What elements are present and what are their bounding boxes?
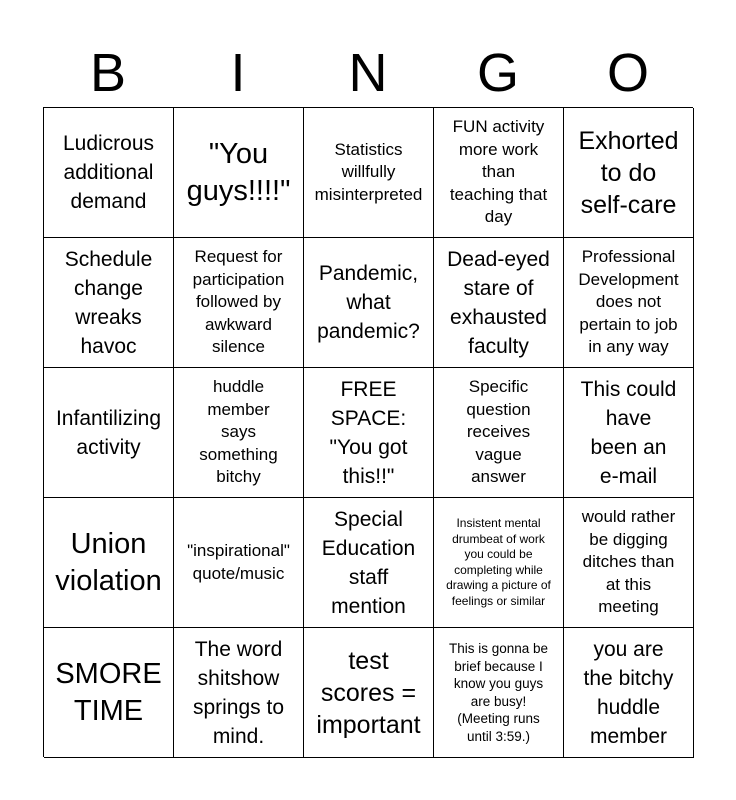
cell-text: Request for participation followed by awkward silence: [192, 247, 285, 357]
cell-text: SMORE TIME: [55, 657, 162, 727]
bingo-cell[interactable]: [434, 628, 564, 758]
bingo-cell[interactable]: [44, 368, 174, 498]
cell-text: Insistent mental drumbeat of work you could be completing while drawing a picture of feelings or similar: [446, 516, 551, 608]
cell-text: Ludicrous additional demand: [62, 132, 155, 213]
bingo-cell[interactable]: [304, 498, 434, 628]
bingo-cell[interactable]: [304, 238, 434, 368]
cell-text: This is gonna be brief because I know you guys are busy! (Meeting runs until 3:59.): [448, 641, 549, 744]
bingo-cell[interactable]: [564, 628, 694, 758]
bingo-cell[interactable]: [564, 368, 694, 498]
cell-text: Dead-eyed stare of exhausted faculty: [447, 247, 550, 358]
cell-text: you are the bitchy huddle member: [583, 637, 674, 748]
cell-text: FREE SPACE: "You got this!!": [329, 377, 408, 488]
cell-text: Special Education staff mention: [321, 507, 416, 618]
cell-text: The word shitshow springs to mind.: [192, 637, 285, 748]
bingo-card-grid: [43, 107, 693, 757]
bingo-cell[interactable]: [44, 238, 174, 368]
cell-text: This could have been an e-mail: [580, 377, 677, 488]
header-letter-n: N: [348, 43, 388, 103]
bingo-cell[interactable]: [564, 108, 694, 238]
bingo-cell[interactable]: [304, 108, 434, 238]
cell-text: "You guys!!!!": [186, 137, 291, 207]
bingo-cell[interactable]: [44, 498, 174, 628]
bingo-cell[interactable]: [174, 368, 304, 498]
cell-text: Union violation: [55, 527, 162, 597]
bingo-cell[interactable]: [434, 368, 564, 498]
cell-text: huddle member says something bitchy: [199, 377, 278, 487]
bingo-cell[interactable]: [434, 238, 564, 368]
cell-text: test scores = important: [316, 646, 421, 739]
header-letter-o: O: [606, 43, 649, 103]
bingo-cell[interactable]: [174, 238, 304, 368]
bingo-cell[interactable]: [304, 628, 434, 758]
header-letter-g: G: [476, 43, 519, 103]
cell-text: Infantilizing activity: [55, 406, 162, 459]
bingo-cell[interactable]: [564, 498, 694, 628]
bingo-cell[interactable]: [174, 498, 304, 628]
free-space-cell[interactable]: [304, 368, 434, 498]
bingo-cell[interactable]: [434, 498, 564, 628]
bingo-header: [43, 40, 693, 106]
cell-text: "inspirational" quote/music: [187, 541, 290, 583]
cell-text: Schedule change wreaks havoc: [64, 247, 153, 358]
bingo-cell[interactable]: [44, 628, 174, 758]
bingo-cell[interactable]: [434, 108, 564, 238]
header-letter-i: I: [230, 43, 246, 103]
cell-text: Pandemic, what pandemic?: [317, 262, 420, 343]
header-letter-b: B: [89, 43, 127, 103]
cell-text: Specific question receives vague answer: [466, 377, 531, 487]
cell-text: would rather be digging ditches than at this meeting: [581, 507, 676, 617]
bingo-cell[interactable]: [564, 238, 694, 368]
bingo-cell[interactable]: [174, 108, 304, 238]
bingo-cell[interactable]: [174, 628, 304, 758]
cell-text: Professional Development does not pertain to job in any way: [578, 247, 679, 357]
cell-text: FUN activity more work than teaching that day: [449, 117, 548, 227]
bingo-cell[interactable]: [44, 108, 174, 238]
cell-text: Exhorted to do self-care: [578, 126, 679, 219]
cell-text: Statistics willfully misinterpreted: [314, 139, 423, 204]
